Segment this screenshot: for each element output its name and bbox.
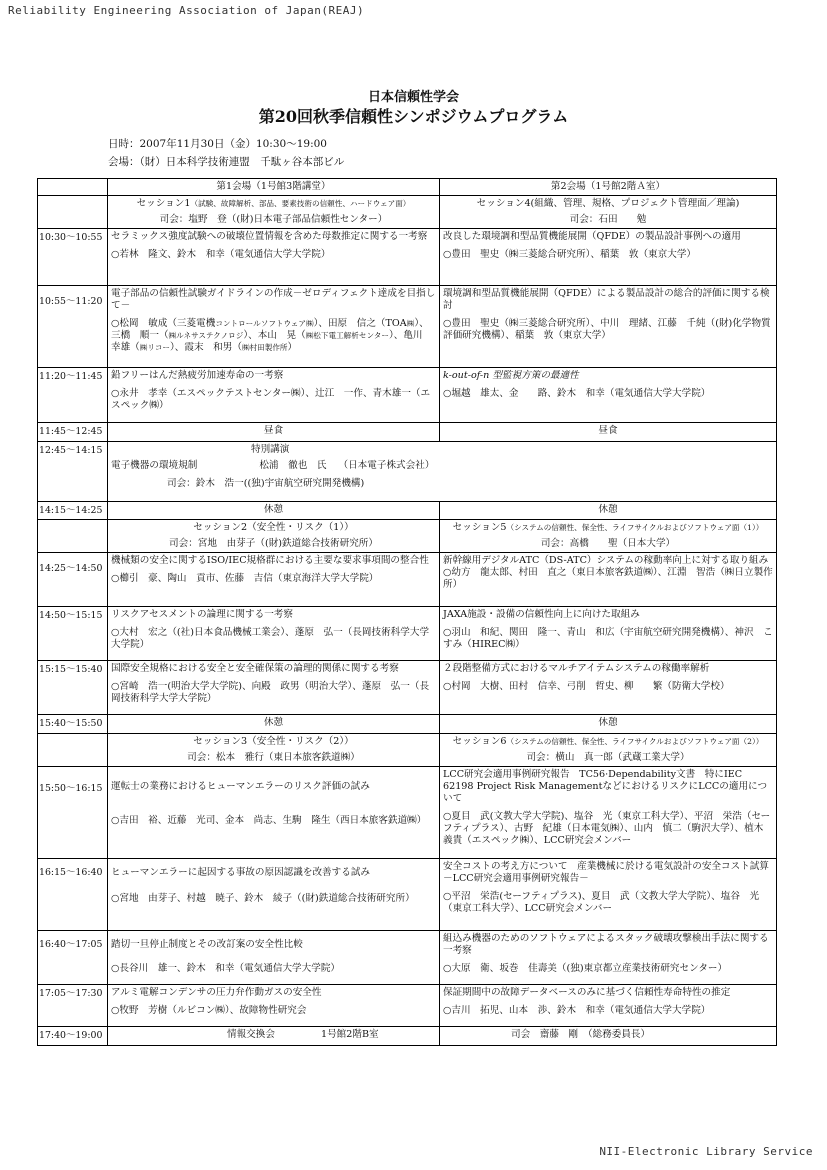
program-table xyxy=(37,178,777,1046)
session-6 xyxy=(440,734,777,767)
session-row xyxy=(38,734,777,767)
time-slot: 15:50～16:15 xyxy=(38,767,108,859)
session-moderator: 司会：石田 勉 xyxy=(569,213,647,225)
talk-title: アルミ電解コンデンサの圧力弁作動ガスの安全性 xyxy=(111,987,322,999)
break-label: 休憩 xyxy=(108,501,440,520)
header-banner: Reliability Engineering Association of Japan(REAJ) xyxy=(8,4,365,17)
talk-room2 xyxy=(440,661,777,715)
time-slot: 17:05～17:30 xyxy=(38,985,108,1027)
talk-row xyxy=(38,931,777,985)
talk-authors: ○吉田 裕、近藤 光司、金本 尚志、生駒 隆生（西日本旅客鉄道㈱） xyxy=(111,815,427,827)
talk-room1 xyxy=(108,767,440,859)
room-2: 第2会場（1号館2階Ａ室） xyxy=(440,179,777,196)
session-subtitle: （システムの信頼性、保全性、ライフサイクルおよびソフトウェア面（1）） xyxy=(506,523,764,533)
event-venue: 会場：（財）日本科学技術連盟 千駄ヶ谷本部ビル xyxy=(108,156,345,168)
break-label: 休憩 xyxy=(108,715,440,734)
talk-authors: ○長谷川 雄一、鈴木 和幸（電気通信大学大学院） xyxy=(111,963,341,975)
talk-room2 xyxy=(440,228,777,285)
session-name: セッション6 xyxy=(452,736,507,748)
time-slot: 12:45～14:15 xyxy=(38,441,108,501)
program-title: 第20回秋季信頼性シンポジウムプログラム xyxy=(258,107,569,126)
session-subtitle: （試験、故障解析、部品、要素技術の信頼性、ハードウェア面） xyxy=(190,198,411,208)
talk-title: 保証期間中の故障データベースのみに基づく信頼性寿命特性の推定 xyxy=(443,987,731,999)
talk-authors: ○大原 衛、坂巻 佳壽美（(独)東京都立産業技術研究センター） xyxy=(443,963,728,975)
talk-title: 踏切一旦停止制度とその改訂案の安全性比較 xyxy=(111,939,303,951)
talk-room2 xyxy=(440,985,777,1027)
talk-room1 xyxy=(108,607,440,661)
lunch-label: 昼食 xyxy=(440,422,777,441)
talk-room1 xyxy=(108,661,440,715)
talk-authors: ○村岡 大樹、田村 信幸、弓削 哲史、柳 繁（防衛大学校） xyxy=(443,681,730,693)
talk-authors: ○豊田 聖史（㈱三菱総合研究所）、中川 理緒、江藤 千純（(財)化学物質評価研究機構）、稲葉 敦（東京大学） xyxy=(443,317,771,341)
talk-row xyxy=(38,607,777,661)
talk-room2 xyxy=(440,767,777,859)
talk-room2 xyxy=(440,553,777,607)
session-moderator: 司会：高橋 聖（日本大学） xyxy=(540,538,676,550)
talk-row xyxy=(38,553,777,607)
talk-authors: ○幼方 龍太郎、村田 直之（東日本旅客鉄道㈱）、江淵 智浩（㈱日立製作所） xyxy=(443,567,773,591)
talk-row xyxy=(38,985,777,1027)
talk-row xyxy=(38,367,777,422)
talk-title: k-out-of-n 型監視方策の最適性 xyxy=(443,369,579,381)
time-slot: 14:50～15:15 xyxy=(38,607,108,661)
break-label: 休憩 xyxy=(440,501,777,520)
session-name: セッション4(組織、管理、規格、プロジェクト管理面／理論) xyxy=(476,197,740,209)
talk-title: 組込み機器のためのソフトウェアによるスタック破壊攻撃検出手法に関する一考察 xyxy=(443,933,769,957)
session-name: セッション3（安全性・リスク（2）） xyxy=(193,736,354,748)
time-slot: 11:45～12:45 xyxy=(38,422,108,441)
time-slot: 14:25～14:50 xyxy=(38,553,108,607)
talk-room1 xyxy=(108,985,440,1027)
talk-room1 xyxy=(108,859,440,931)
talk-authors: ○松岡 敏成（三菱電機コントロールソフトウェア㈱）、田原 信之（TOA㈱）、三橋 順一（㈱ルネサステクノロジ）、本山 晃（㈱松下電工解析センター）、亀川 幸雄（㈱リコー）、霞末 和男（㈱村田製作所） xyxy=(111,317,433,353)
talk-title: JAXA施設・設備の信頼性向上に向けた取組み xyxy=(443,609,640,621)
talk-room1 xyxy=(108,367,440,422)
talk-row xyxy=(38,228,777,285)
session-5 xyxy=(440,520,777,553)
talk-row xyxy=(38,661,777,715)
talk-room1 xyxy=(108,553,440,607)
talk-room1 xyxy=(108,931,440,985)
keynote-row xyxy=(38,441,777,501)
talk-title: ２段階整備方式におけるマルチアイテムシステムの稼働率解析 xyxy=(443,663,710,675)
session-2 xyxy=(108,520,440,553)
talk-title: 電子部品の信頼性試験ガイドラインの作成－ゼロディフェクト達成を目指して－ xyxy=(111,287,436,311)
time-slot: 15:15～15:40 xyxy=(38,661,108,715)
talk-authors: ○夏目 武(文教大学大学院)、塩谷 光（東京工科大学）、平沼 栄浩（セーフティプラス）、古野 紀雄（日本電気㈱）、山内 慎二（駒沢大学）、植木 義貴（エスペック㈱）、LCC研究会メンバー xyxy=(443,811,773,847)
time-slot: 16:40～17:05 xyxy=(38,931,108,985)
time-slot: 10:30～10:55 xyxy=(38,228,108,285)
society-title: 日本信頼性学会 xyxy=(367,90,459,105)
keynote-affiliation: （日本電子株式会社） xyxy=(338,459,435,471)
session-moderator: 司会：塩野 登（(財)日本電子部品信頼性センター） xyxy=(159,213,388,225)
session-3 xyxy=(108,734,440,767)
time-slot: 14:15～14:25 xyxy=(38,501,108,520)
talk-authors: ○櫛引 豪、陶山 貢市、佐藤 吉信（東京海洋大学大学院） xyxy=(111,573,379,585)
footer-banner: NII-Electronic Library Service xyxy=(599,1145,813,1158)
lunch-row xyxy=(38,422,777,441)
talk-row xyxy=(38,767,777,859)
keynote-moderator: 司会：鈴木 浩一((独)宇宙航空研究開発機構) xyxy=(167,477,365,489)
session-subtitle: （システムの信頼性、保全性、ライフサイクルおよびソフトウェア面（2）） xyxy=(506,737,764,747)
session-1 xyxy=(108,195,440,228)
talk-authors: ○大村 宏之（(社)日本食品機械工業会）、蓬原 弘一（長岡技術科学大学大学院） xyxy=(111,627,430,651)
break-label: 休憩 xyxy=(440,715,777,734)
talk-authors: ○宮地 由芽子、村越 暁子、鈴木 綾子（(財)鉄道総合技術研究所） xyxy=(111,893,415,905)
talk-room1 xyxy=(108,228,440,285)
talk-authors: ○羽山 和紀、関田 隆一、青山 和広（宇宙航空研究開発機構）、神沢 こすみ（HIREC㈱） xyxy=(443,627,773,651)
time-slot: 16:15～16:40 xyxy=(38,859,108,931)
talk-title: 鉛フリーはんだ熱疲労加速寿命の一考察 xyxy=(111,369,284,381)
time-slot: 17:40～19:00 xyxy=(38,1027,108,1046)
talk-authors: ○豊田 聖史（㈱三菱総合研究所）、稲葉 敦（東京大学） xyxy=(443,248,697,260)
room-1: 第1会場（1号館3階講堂） xyxy=(108,179,440,196)
talk-room2 xyxy=(440,931,777,985)
talk-title: 改良した環境調和型品質機能展開（QFDE）の製品設計事例への適用 xyxy=(443,230,741,242)
talk-title: ヒューマンエラーに起因する事故の原因認識を改善する試み xyxy=(111,867,371,879)
talk-room2 xyxy=(440,285,777,367)
break-row xyxy=(38,715,777,734)
talk-authors: ○堀越 雄太、金 路、鈴木 和幸（電気通信大学大学院） xyxy=(443,387,711,399)
session-4 xyxy=(440,195,777,228)
keynote-title: 電子機器の環境規制 xyxy=(111,459,198,471)
talk-room2 xyxy=(440,859,777,931)
session-name: セッション1 xyxy=(136,197,191,209)
exchange-room: 1号館2階B室 xyxy=(320,1029,379,1041)
talk-title: 新幹線用デジタルATC（DS-ATC）システムの稼動率向上に対する取り組み xyxy=(443,555,769,567)
talk-authors: ○吉川 拓児、山本 渉、鈴木 和幸（電気通信大学大学院） xyxy=(443,1005,711,1017)
talk-authors: ○若林 隆文、鈴木 和幸（電気通信大学大学院） xyxy=(111,248,331,260)
keynote-label: 特別講演 xyxy=(251,443,290,455)
keynote xyxy=(108,441,777,501)
session-row xyxy=(38,520,777,553)
event-datetime: 日時：2007年11月30日（金）10:30～19:00 xyxy=(108,138,327,150)
talk-title: 国際安全規格における安全と安全確保策の論理的関係に関する考察 xyxy=(111,663,399,675)
session-name: セッション5 xyxy=(452,522,507,534)
exchange-moderator: 司会 齋藤 剛 （総務委員長） xyxy=(440,1027,777,1046)
exchange xyxy=(108,1027,440,1046)
break-row xyxy=(38,501,777,520)
talk-room2 xyxy=(440,367,777,422)
talk-title: 安全コストの考え方について 産業機械に於ける電気設計の安全コスト試算－LCC研究会適用事例研究報告－ xyxy=(443,861,769,885)
talk-title: 機械類の安全に関するISO/IEC規格群における主要な要求事項間の整合性 xyxy=(111,555,429,567)
talk-row xyxy=(38,285,777,367)
talk-authors: ○宮崎 浩一(明治大学大学院)、向殿 政男（明治大学）、蓬原 弘一（長岡技術科学大学大学院） xyxy=(111,681,430,705)
exchange-row xyxy=(38,1027,777,1046)
room-header-row xyxy=(38,179,777,196)
keynote-speaker: 松浦 徹也 氏 xyxy=(259,459,327,471)
session-name: セッション2（安全性・リスク（1）） xyxy=(193,522,354,534)
talk-authors: ○牧野 芳樹（ルビコン㈱）、故障物性研究会 xyxy=(111,1005,307,1017)
session-row xyxy=(38,195,777,228)
talk-room2 xyxy=(440,607,777,661)
talk-row xyxy=(38,859,777,931)
session-moderator: 司会：宮地 由芽子（(財)鉄道総合技術研究所） xyxy=(169,538,378,550)
talk-title: リスクアセスメントの論理に関する一考察 xyxy=(111,609,293,621)
talk-title: セラミックス強度試験への破壊位置情報を含めた母数推定に関する一考察 xyxy=(111,230,428,242)
talk-authors: ○永井 孝幸（エスペックテストセンター㈱）、辻江 一作、青木雄一（エスペック㈱） xyxy=(111,387,431,411)
talk-title: 環境調和型品質機能展開（QFDE）による製品設計の総合的評価に関する検討 xyxy=(443,287,770,311)
lunch-label: 昼食 xyxy=(108,422,440,441)
time-slot: 11:20～11:45 xyxy=(38,367,108,422)
session-moderator: 司会：横山 真一郎（武蔵工業大学） xyxy=(526,752,690,764)
time-slot: 15:40～15:50 xyxy=(38,715,108,734)
talk-room1 xyxy=(108,285,440,367)
talk-title: 運転士の業務におけるヒューマンエラーのリスク評価の試み xyxy=(111,781,370,793)
talk-authors: ○平沼 栄浩(セーフティプラス)、夏目 武（文教大学大学院）、塩谷 光（東京工科大学）、LCC研究会メンバー xyxy=(443,891,760,915)
exchange-label: 情報交換会 xyxy=(227,1029,275,1041)
talk-title: LCC研究会適用事例研究報告 TC56·Dependability文書 特にIEC 62198 Project Risk ManagementなどにおけるリスクにLCCの適用について xyxy=(443,769,768,805)
session-moderator: 司会：松本 雅行（東日本旅客鉄道㈱） xyxy=(187,752,360,764)
time-slot: 10:55～11:20 xyxy=(38,285,108,367)
